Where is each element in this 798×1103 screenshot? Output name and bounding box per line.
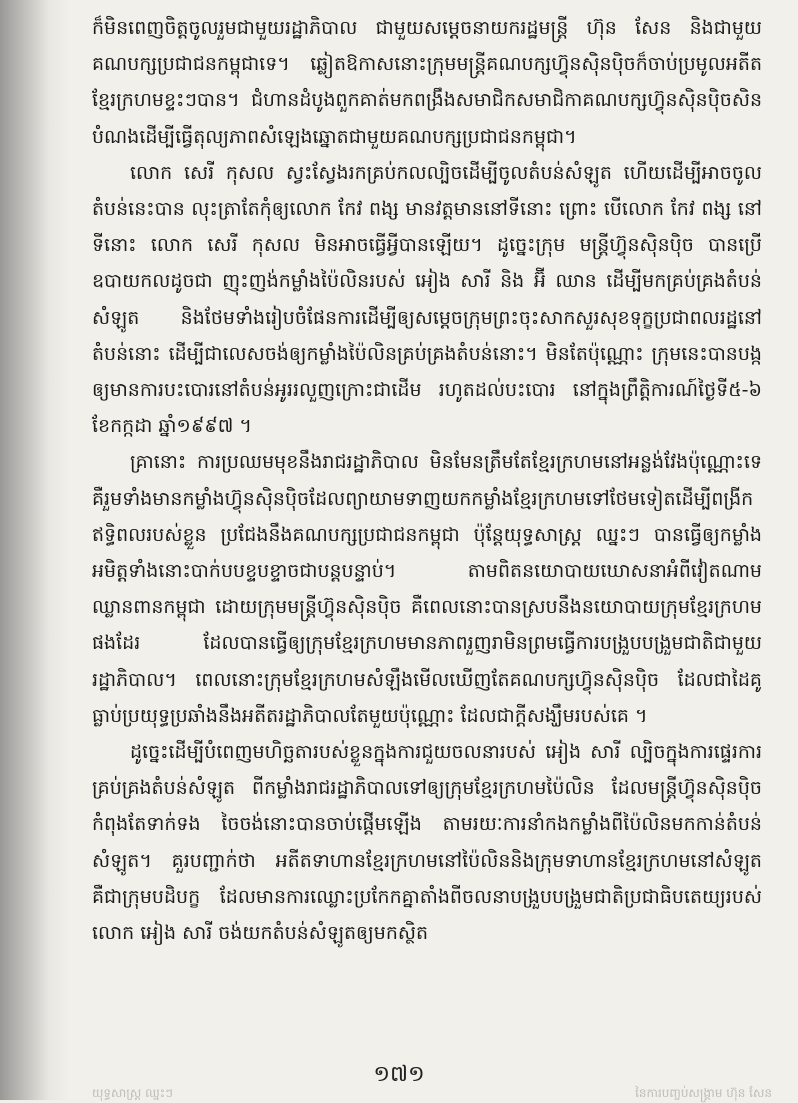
paragraph-4: ដូច្នេះដើម្បីបំពេញមហិច្ឆតារបស់ខ្លួនក្នុងការជួយចលនារបស់ អៀង សារី ល្បិចក្នុងការផ្ទេរការគ្រប់គ្រងតំបន់សំឡូត ពីកម្លាំងរាជរដ្ឋាភិបាលទៅឲ្យក្រុមខ្មែរក្រហមប៉ៃលិន ដែលមន្ត្រីហ៊្វុនស៊ិនប៉ិចកំពុងតែទាក់ទង ចៃចង់នោះបានចាប់ផ្តើមឡើង តាមរយៈការនាំកងកម្លាំងពីប៉ៃលិនមកកាន់តំបន់សំឡូត។ គួរបញ្ជាក់ថា អតីតទាហានខ្មែរក្រហមនៅប៉ៃលិននិងក្រុមទាហានខ្មែរក្រហមនៅសំឡូតគឺជាក្រុមបដិបក្ខ ដែលមានការឈ្លោះប្រកែកគ្នាតាំងពីចលនាបង្រួបបង្រួមជាតិប្រជាធិបតេយ្យរបស់លោក អៀង សារី ចង់យកតំបន់សំឡូតឲ្យមកស្ថិត bbox=[92, 741, 762, 945]
footer-right: នៃការបញ្ចប់សង្គ្រាម ហ៊ុន សែន bbox=[635, 1086, 772, 1100]
paragraph-1: ក៏មិនពេញចិត្តចូលរួមជាមួយរដ្ឋាភិបាល ជាមួយសម្តេចនាយករដ្ឋមន្ត្រី ហ៊ុន សែន និងជាមួយគណបក្សប្រជាជនកម្ពុជាទេ។ ឆ្លៀតឱកាសនោះក្រុមមន្ត្រីគណបក្សហ៊្វុនស៊ិនប៉ិចក៏ចាប់ប្រមូលអតីតខ្មែរក្រហមខ្ទះៗបាន។ ជំហានដំបូងពួកគាត់មកពង្រឹងសមាជិកសមាជិកាគណបក្សហ៊្វុនស៊ិនប៉ិចសិន បំណងដើម្បីធ្វើតុល្យភាពសំឡេងឆ្នោតជាមួយគណបក្សប្រជាជនកម្ពុជា។ bbox=[92, 17, 762, 148]
body-text bbox=[92, 10, 762, 951]
page-footer bbox=[92, 1085, 772, 1103]
footer-left: យុទ្ធសាស្ត្រ ឈ្នះៗ bbox=[92, 1086, 173, 1100]
page-number: ១៧១ bbox=[373, 1062, 425, 1087]
paragraph-2: លោក សេរី កុសល ស្វះស្វែងរកគ្រប់កលល្បិចដើម្បីចូលតំបន់សំឡូត ហើយដើម្បីអាចចូលតំបន់នេះបាន លុះត្រាតែកុំឲ្យលោក កែវ ពង្ស មានវត្តមាននៅទីនោះ ព្រោះ បើលោក កែវ ពង្ស នៅទីនោះ លោក សេរី កុសល មិនអាចធ្វើអ្វីបានឡើយ។ ដូច្នេះក្រុម មន្ត្រីហ៊្វុនស៊ិនប៉ិច បានប្រើឧបាយកលដូចជា ញុះញង់កម្លាំងប៉ៃលិនរបស់ អៀង សារី និង អ៊ី ឈាន ដើម្បីមកគ្រប់គ្រងតំបន់សំឡូត និងថែមទាំងរៀបចំផែនការដើម្បីឲ្យសម្តេចក្រុមព្រះចុះសាកសួរសុខទុក្ខប្រជាពលរដ្ឋនៅតំបន់នោះ ដើម្បីជាលេសចង់ឲ្យកម្លាំងប៉ៃលិនគ្រប់គ្រងតំបន់នោះ។ មិនតែប៉ុណ្ណោះ ក្រុមនេះបានបង្កឲ្យមានការបះបោរនៅតំបន់អូររលួញក្រោះជាដើម រហូតដល់បះបោរ នៅក្នុងព្រឹត្តិការណ៍ថ្ងៃទី៥-៦ ខែកក្កដា ឆ្នាំ១៩៩៧ ។ bbox=[92, 161, 762, 438]
paragraph-3: គ្រានោះ ការប្រឈមមុខនឹងរាជរដ្ឋាភិបាល មិនមែនត្រឹមតែខ្មែរក្រហមនៅអន្លង់វែងប៉ុណ្ណោះទេ គឺរួមទាំងមានកម្លាំងហ៊្វុនស៊ិនប៉ិចដែលព្យាយាមទាញយកកម្លាំងខ្មែរក្រហមទៅថែមទៀតដើម្បីពង្រីកឥទ្ធិពលរបស់ខ្លួន ប្រជែងនឹងគណបក្សប្រជាជនកម្ពុជា ប៉ុន្តែយុទ្ធសាស្ត្រ ឈ្នះៗ បានធ្វើឲ្យកម្លាំងអមិត្តទាំងនោះបាក់បបខ្ទបខ្ទាចជាបន្តបន្ទាប់។ តាមពិតនយោបាយឃោសនាអំពីវៀតណាមឈ្លានពានកម្ពុជា ដោយក្រុមមន្ត្រីហ៊្វុនស៊ិនប៉ិច គឺពេលនោះបានស្របនឹងនយោបាយក្រុមខ្មែរក្រហមផងដែរ ដែលបានធ្វើឲ្យក្រុមខ្មែរក្រហមមានភាពរួញរាមិនព្រមធ្វើការបង្រួបបង្រួមជាតិជាមួយរដ្ឋាភិបាល។ ពេលនោះក្រុមខ្មែរក្រហមសំឡឹងមើលឃើញតែគណបក្សហ៊្វុនស៊ិនប៉ិច ដែលជាដៃគូធ្លាប់ប្រយុទ្ធប្រឆាំងនឹងអតីតរដ្ឋាភិបាលតែមួយប៉ុណ្ណោះ ដែលជាក្តីសង្ឃឹមរបស់គេ ។ bbox=[92, 451, 762, 727]
